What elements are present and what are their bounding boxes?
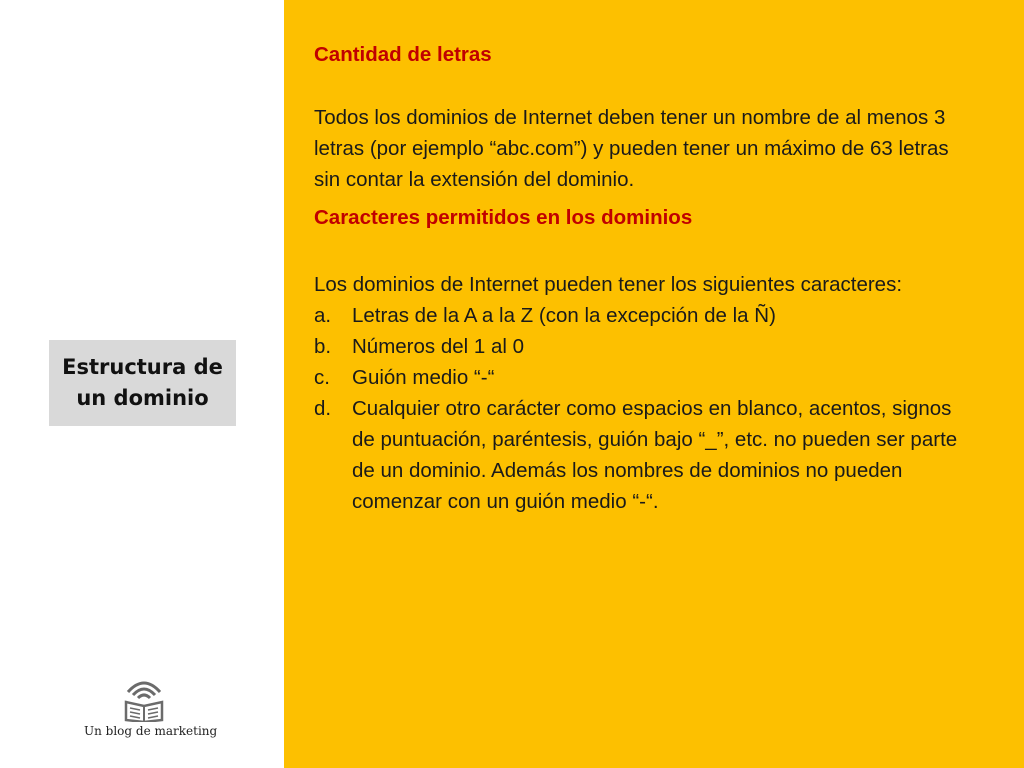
- list-item: [314, 300, 979, 331]
- section-heading-allowed-chars: Caracteres permitidos en los dominios: [314, 206, 693, 229]
- allowed-chars-list: [314, 300, 979, 517]
- logo-text: Un blog de marketing: [84, 724, 218, 738]
- section-intro-allowed-chars: Los dominios de Internet pueden tener los siguientes caracteres:: [314, 273, 903, 296]
- list-item: [314, 393, 979, 517]
- slide-title-box: [49, 340, 236, 426]
- slide-title-line2: un dominio: [76, 386, 209, 410]
- right-panel: [284, 0, 1024, 768]
- list-item: [314, 362, 979, 393]
- list-item-text: Guión medio “-“: [352, 366, 495, 389]
- list-item-text: Letras de la A a la Z (con la excepción de la Ñ): [352, 304, 776, 327]
- list-marker: a.: [314, 304, 332, 327]
- book-wifi-icon: [122, 676, 166, 722]
- list-item-text: Cualquier otro carácter como espacios en blanco, acentos, signos de puntuación, paréntesis, guión bajo “_”, etc. no pueden ser parte de un dominio. Además los nombres de dominios no pueden comenzar con un guión medio “-“.: [352, 397, 958, 513]
- slide-title-line1: Estructura de: [62, 354, 223, 379]
- list-item: [314, 331, 979, 362]
- brand-logo: [84, 672, 218, 744]
- list-marker: c.: [314, 366, 330, 389]
- section-body-letter-count: Todos los dominios de Internet deben tener un nombre de al menos 3 letras (por ejemplo “abc.com”) y pueden tener un máximo de 63 letras sin contar la extensión del dominio.: [314, 106, 949, 191]
- left-panel: [0, 0, 284, 768]
- section-heading-letter-count: Cantidad de letras: [314, 43, 492, 66]
- list-item-text: Números del 1 al 0: [352, 335, 525, 358]
- content-area: [314, 40, 979, 517]
- list-marker: b.: [314, 335, 332, 358]
- list-marker: d.: [314, 397, 332, 420]
